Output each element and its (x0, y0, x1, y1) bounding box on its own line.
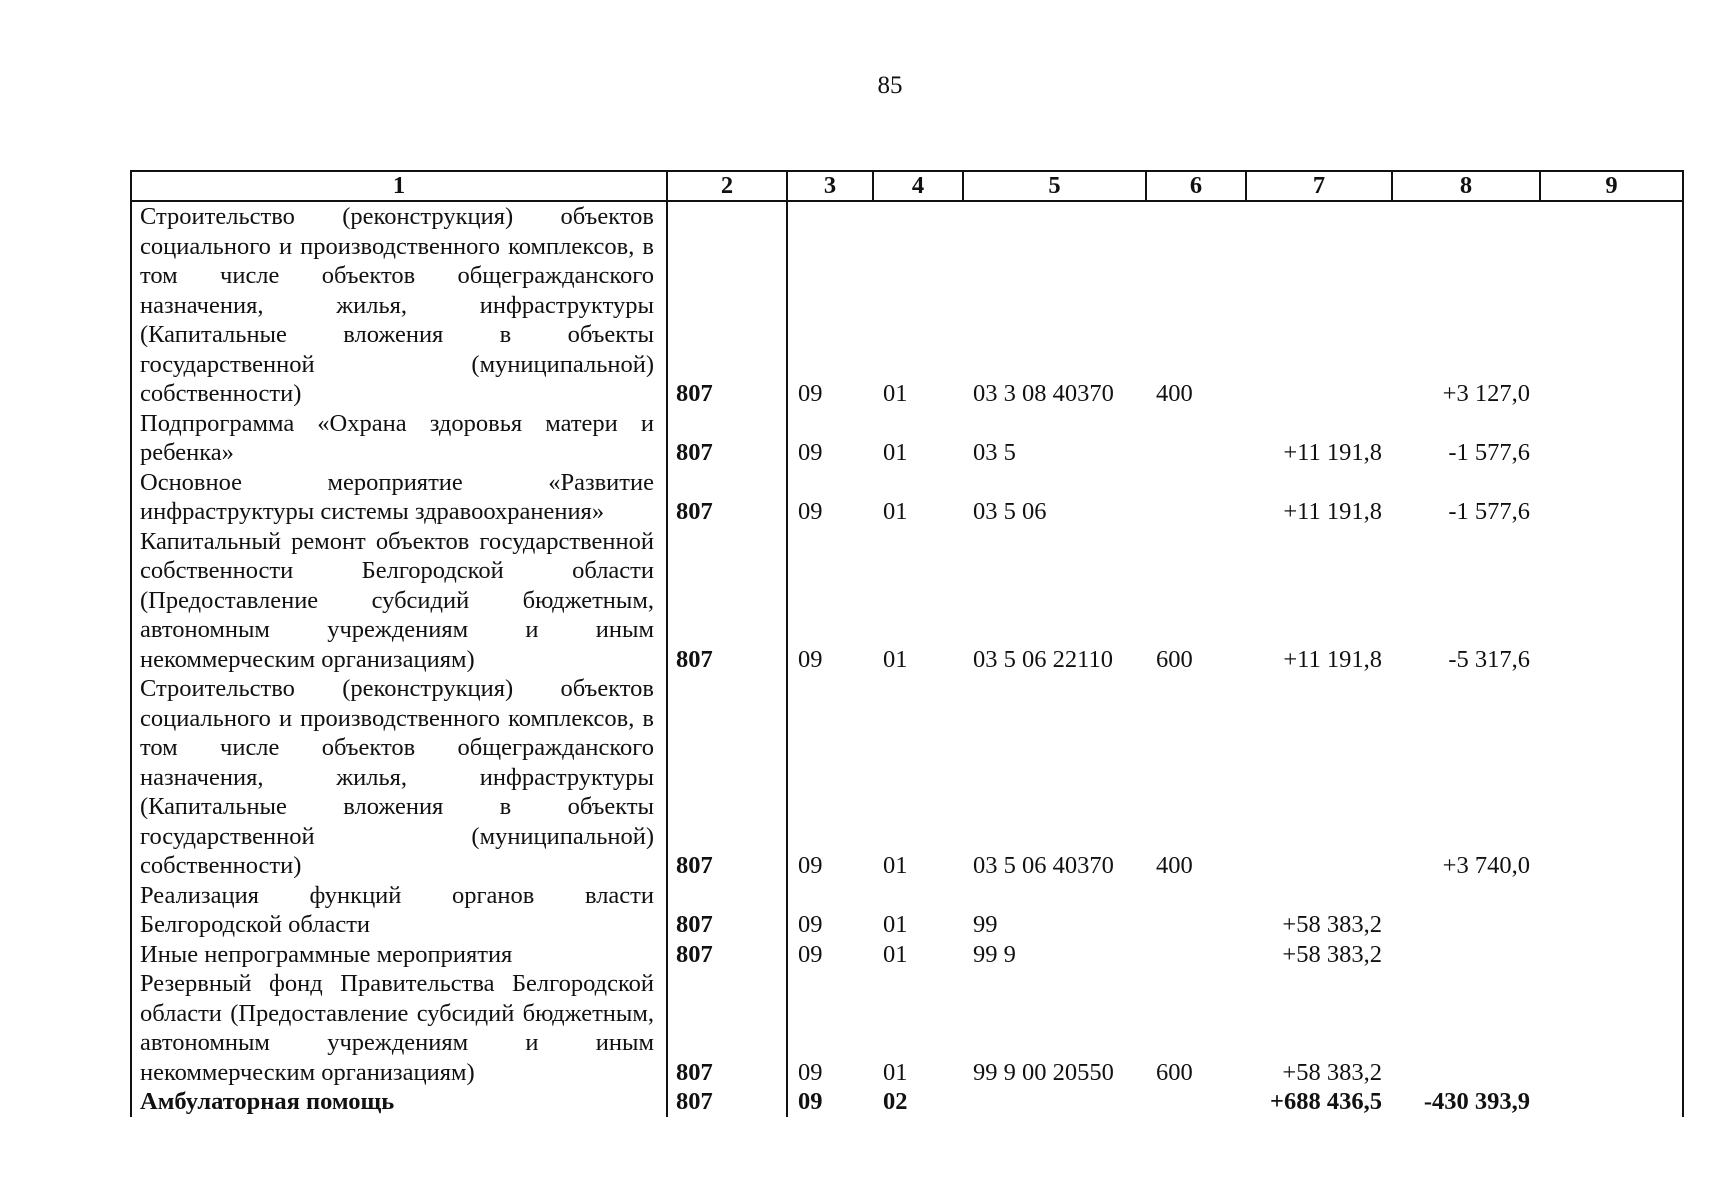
row-target-article: 99 9 (973, 940, 1016, 968)
row-amount-7: +11 191,8 (1283, 645, 1382, 673)
row-amount-9 (1540, 1087, 1683, 1117)
row-code: 807 (667, 881, 787, 940)
row-expense-type: 400 (1156, 852, 1193, 879)
row-amount-7: +58 383,2 (1282, 1058, 1382, 1086)
row-amount-7: +58 383,2 (1282, 911, 1382, 938)
row-amount-8: -430 393,9 (1423, 1088, 1530, 1115)
row-target-article: 03 5 (973, 439, 1016, 466)
column-header-8: 8 (1392, 171, 1540, 201)
row-amount-7: +11 191,8 (1283, 498, 1382, 525)
row-code: 807 (667, 1087, 787, 1117)
row-subsection: 01 (883, 380, 908, 407)
row-subsection: 02 (883, 1088, 908, 1115)
row-name: Строительство (реконструкция) объектов социального и производственного комплексов, в том числе объектов общегражданского назначения, жилья, инфраструктуры (Капитальные вложения в объекты государственной (муниципальной) собственности) (131, 674, 667, 881)
row-name: Капитальный ремонт объектов государственной собственности Белгородской области (Предоставление субсидий бюджетным, автономным учреждениям и иным некоммерческим организациям) (131, 527, 667, 675)
row-expense-type: 600 (1156, 1058, 1193, 1086)
table-body (131, 201, 1683, 1117)
table-row (131, 527, 1683, 675)
row-expense-type (1146, 1087, 1246, 1117)
row-name: Амбулаторная помощь (131, 1087, 667, 1117)
row-code: 807 (667, 674, 787, 881)
row-section: 09 (798, 645, 823, 673)
row-section: 09 (798, 911, 823, 938)
row-amount-9 (1540, 969, 1683, 1087)
row-target-article (963, 1087, 1146, 1117)
row-name: Резервный фонд Правительства Белгородской области (Предоставление субсидий бюджетным, автономным учреждениям и иным некоммерческим организациям) (131, 969, 667, 1087)
row-expense-type (1146, 409, 1246, 468)
row-amount-7 (1246, 674, 1392, 881)
row-section: 09 (798, 380, 823, 407)
row-subsection: 01 (883, 940, 908, 968)
row-section: 09 (798, 852, 823, 879)
row-amount-8 (1392, 969, 1540, 1087)
row-section: 09 (798, 1058, 823, 1086)
table-row (131, 674, 1683, 881)
row-amount-8: +3 127,0 (1442, 380, 1530, 407)
row-amount-7: +11 191,8 (1283, 439, 1382, 466)
row-expense-type (1146, 468, 1246, 527)
row-name: Подпрограмма «Охрана здоровья матери и ребенка» (131, 409, 667, 468)
column-header-1: 1 (131, 171, 667, 201)
row-code: 807 (667, 201, 787, 409)
table-row (131, 1087, 1683, 1117)
row-amount-8 (1392, 940, 1540, 970)
row-subsection: 01 (883, 911, 908, 938)
row-subsection: 01 (883, 852, 908, 879)
row-expense-type (1146, 881, 1246, 940)
column-header-9: 9 (1540, 171, 1683, 201)
budget-table (130, 170, 1684, 1117)
column-header-4: 4 (873, 171, 963, 201)
row-amount-7 (1246, 201, 1392, 409)
row-amount-8: -5 317,6 (1448, 645, 1530, 673)
row-name: Основное мероприятие «Развитие инфраструктуры системы здравоохранения» (131, 468, 667, 527)
row-amount-9 (1540, 527, 1683, 675)
table-row (131, 409, 1683, 468)
row-target-article: 03 5 06 (973, 498, 1047, 525)
row-subsection: 01 (883, 1058, 908, 1086)
row-amount-9 (1540, 201, 1683, 409)
table-row (131, 468, 1683, 527)
table-row (131, 969, 1683, 1087)
row-section: 09 (798, 1088, 823, 1115)
row-target-article: 99 9 00 20550 (973, 1058, 1114, 1086)
row-name: Реализация функций органов власти Белгородской области (131, 881, 667, 940)
row-subsection: 01 (883, 645, 908, 673)
table-row (131, 940, 1683, 970)
row-code: 807 (667, 468, 787, 527)
column-header-7: 7 (1246, 171, 1392, 201)
header-row (131, 171, 1683, 201)
row-amount-9 (1540, 881, 1683, 940)
row-amount-8: -1 577,6 (1448, 498, 1530, 525)
row-amount-7: +58 383,2 (1282, 940, 1382, 968)
column-header-5: 5 (963, 171, 1146, 201)
row-target-article: 03 5 06 22110 (973, 645, 1113, 673)
row-amount-9 (1540, 409, 1683, 468)
row-section: 09 (798, 940, 823, 968)
row-name: Иные непрограммные мероприятия (131, 940, 667, 970)
row-expense-type: 600 (1156, 645, 1193, 673)
row-target-article: 03 5 06 40370 (973, 852, 1114, 879)
row-subsection: 01 (883, 439, 908, 466)
row-expense-type (1146, 940, 1246, 970)
row-code: 807 (667, 940, 787, 970)
row-target-article: 99 (973, 911, 998, 938)
row-amount-8: +3 740,0 (1442, 852, 1530, 879)
row-code: 807 (667, 969, 787, 1087)
row-amount-9 (1540, 940, 1683, 970)
row-section: 09 (798, 439, 823, 466)
row-amount-9 (1540, 674, 1683, 881)
row-amount-9 (1540, 468, 1683, 527)
row-code: 807 (667, 527, 787, 675)
row-amount-8: -1 577,6 (1448, 439, 1530, 466)
column-header-2: 2 (667, 171, 787, 201)
row-amount-8 (1392, 881, 1540, 940)
table-row (131, 881, 1683, 940)
row-subsection: 01 (883, 498, 908, 525)
page-number: 85 (877, 72, 903, 99)
column-header-3: 3 (787, 171, 873, 201)
row-code: 807 (667, 409, 787, 468)
row-amount-7: +688 436,5 (1270, 1088, 1382, 1115)
table-row (131, 201, 1683, 409)
row-name: Строительство (реконструкция) объектов социального и производственного комплексов, в том числе объектов общегражданского назначения, жилья, инфраструктуры (Капитальные вложения в объекты государственной (муниципальной) собственности) (131, 201, 667, 409)
column-header-6: 6 (1146, 171, 1246, 201)
row-expense-type: 400 (1156, 380, 1193, 407)
row-section: 09 (798, 498, 823, 525)
table-header (131, 171, 1683, 201)
row-target-article: 03 3 08 40370 (973, 380, 1114, 407)
